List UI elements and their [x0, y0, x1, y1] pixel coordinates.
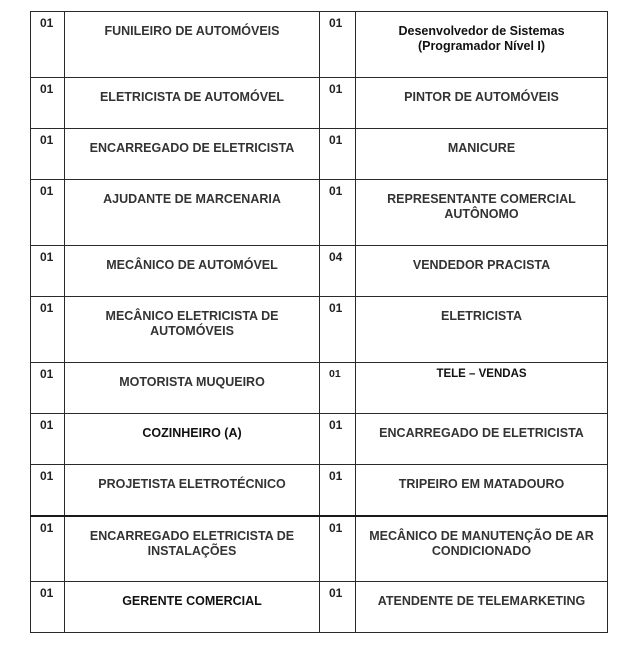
- job-title: MECÂNICO DE MANUTENÇÃO DE AR CONDICIONADO: [356, 516, 608, 582]
- vacancy-count: 04: [320, 246, 356, 297]
- vacancy-count: 01: [31, 129, 65, 180]
- table-row: [31, 465, 608, 516]
- table-row: [31, 582, 608, 633]
- job-title: AJUDANTE DE MARCENARIA: [65, 180, 320, 246]
- table-row: [31, 246, 608, 297]
- job-title: REPRESENTANTE COMERCIAL AUTÔNOMO: [356, 180, 608, 246]
- vacancy-count: 01: [320, 129, 356, 180]
- table-row: [31, 516, 608, 582]
- job-title: PROJETISTA ELETROTÉCNICO: [65, 465, 320, 516]
- vacancy-count: 01: [31, 414, 65, 465]
- job-title: ATENDENTE DE TELEMARKETING: [356, 582, 608, 633]
- table-row: [31, 180, 608, 246]
- job-title: ELETRICISTA: [356, 297, 608, 363]
- vacancy-count: 01: [31, 180, 65, 246]
- vacancy-count: 01: [31, 465, 65, 516]
- table-row: [31, 297, 608, 363]
- vacancy-count: 01: [31, 363, 65, 414]
- vacancy-count: 01: [320, 180, 356, 246]
- vacancy-count: 01: [320, 363, 356, 414]
- job-title: ELETRICISTA DE AUTOMÓVEL: [65, 78, 320, 129]
- vacancy-count: 01: [320, 582, 356, 633]
- vacancy-count: 01: [320, 12, 356, 78]
- table-row: [31, 129, 608, 180]
- vacancy-count: 01: [31, 516, 65, 582]
- job-title: TRIPEIRO EM MATADOURO: [356, 465, 608, 516]
- job-vacancies-table: [30, 11, 608, 633]
- job-title: ENCARREGADO DE ELETRICISTA: [356, 414, 608, 465]
- job-title: Desenvolvedor de Sistemas (Programador Nível I): [356, 12, 608, 78]
- job-title: MECÂNICO ELETRICISTA DE AUTOMÓVEIS: [65, 297, 320, 363]
- job-title: TELE – VENDAS: [356, 363, 608, 414]
- vacancy-count: 01: [320, 465, 356, 516]
- job-title: ENCARREGADO ELETRICISTA DE INSTALAÇÕES: [65, 516, 320, 582]
- job-title: MOTORISTA MUQUEIRO: [65, 363, 320, 414]
- vacancy-count: 01: [31, 12, 65, 78]
- vacancy-count: 01: [320, 516, 356, 582]
- vacancy-count: 01: [31, 78, 65, 129]
- job-title: FUNILEIRO DE AUTOMÓVEIS: [65, 12, 320, 78]
- job-title: MANICURE: [356, 129, 608, 180]
- table-row: [31, 414, 608, 465]
- job-title: COZINHEIRO (A): [65, 414, 320, 465]
- vacancy-count: 01: [31, 582, 65, 633]
- vacancy-count: 01: [31, 246, 65, 297]
- table-row: [31, 363, 608, 414]
- job-title: VENDEDOR PRACISTA: [356, 246, 608, 297]
- job-title: MECÂNICO DE AUTOMÓVEL: [65, 246, 320, 297]
- table-row: [31, 12, 608, 78]
- job-title: ENCARREGADO DE ELETRICISTA: [65, 129, 320, 180]
- job-title: PINTOR DE AUTOMÓVEIS: [356, 78, 608, 129]
- vacancy-count: 01: [320, 414, 356, 465]
- vacancy-count: 01: [320, 78, 356, 129]
- vacancy-count: 01: [31, 297, 65, 363]
- vacancy-count: 01: [320, 297, 356, 363]
- table-row: [31, 78, 608, 129]
- job-title: GERENTE COMERCIAL: [65, 582, 320, 633]
